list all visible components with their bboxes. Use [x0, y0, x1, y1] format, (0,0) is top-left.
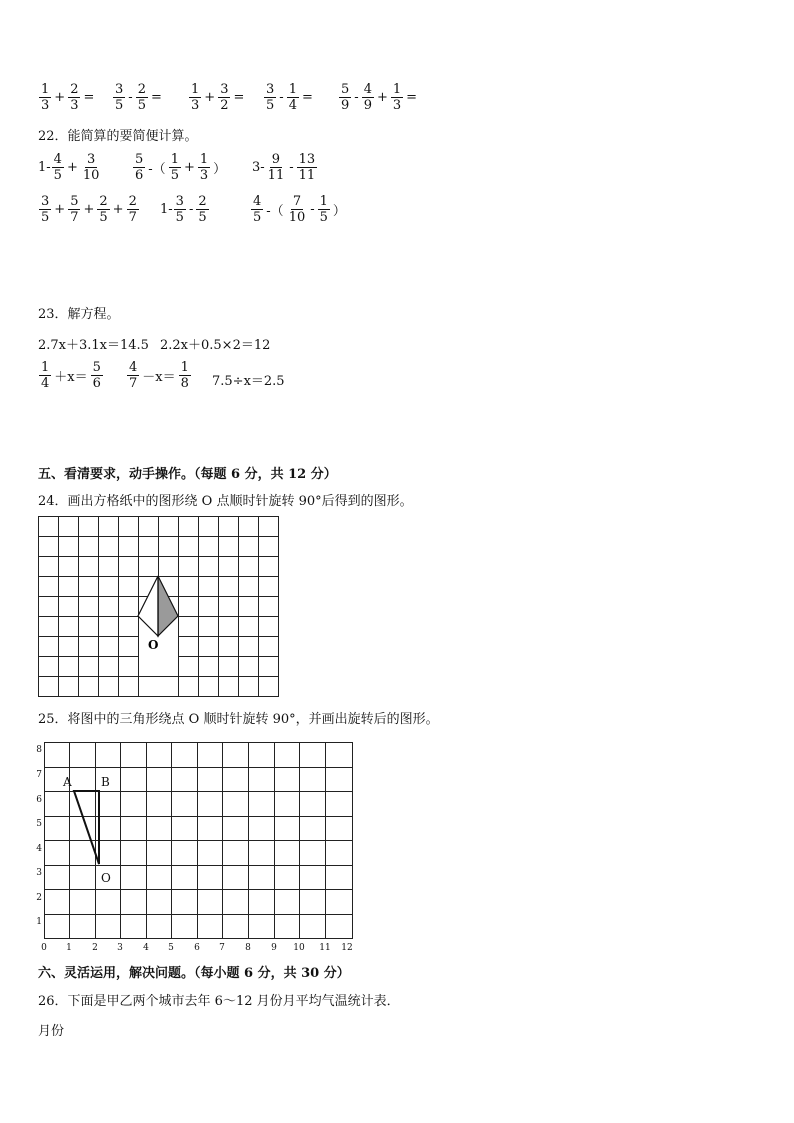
q25-point-b-label: B — [101, 775, 110, 789]
q24-shaded-triangle — [158, 576, 178, 636]
section-5-heading: 五、看清要求，动手操作。（每题 6 分，共 12 分） — [38, 467, 337, 482]
q24-text: 24．画出方格纸中的图形绕 O 点顺时针旋转 90°后得到的图形。 — [38, 494, 413, 509]
q22-expr-1: 1- $\frac{4}{5}$ + $\frac{3}{10}$ — [38, 152, 100, 183]
svg-text:6: 6 — [36, 795, 42, 805]
q22-title: 22．能简算的要简便计算。 — [38, 129, 198, 144]
svg-text:2: 2 — [92, 943, 98, 953]
q24-white-triangle — [138, 576, 158, 636]
fraction: $\frac{2}{3}$ — [70, 82, 79, 113]
q25-y-axis-labels — [36, 745, 42, 927]
q23-equation-1: 2.7x＋3.1x＝14.5 — [38, 338, 149, 353]
q26-text: 26．下面是甲乙两个城市去年 6～12 月份月平均气温统计表． — [38, 994, 400, 1009]
q22-expr-6: $\frac{4}{5}$ -（ $\frac{7}{10}$ - $\frac{1}{5}$ ） — [253, 194, 346, 225]
svg-text:7: 7 — [219, 943, 225, 953]
svg-text:11: 11 — [319, 943, 331, 953]
q22-expr-3: 3- $\frac{9}{11}$ - $\frac{13}{11}$ — [252, 152, 316, 183]
svg-text:6: 6 — [194, 943, 200, 953]
q23-title: 23．解方程。 — [38, 307, 120, 322]
q26-table-header-month: 月份 — [38, 1024, 65, 1039]
q22-expr-5: 1- $\frac{3}{5}$ - $\frac{2}{5}$ — [160, 194, 207, 225]
svg-text:9: 9 — [271, 943, 277, 953]
svg-text:5: 5 — [168, 943, 174, 953]
q23-equation-4: $\frac{4}{7}$ －x＝ $\frac{1}{8}$ — [129, 360, 189, 391]
q24-point-o-label: O — [148, 638, 159, 652]
q21-expr-1: $\frac{1}{3}$ + $\frac{2}{3}$ = — [41, 82, 95, 113]
svg-text:8: 8 — [245, 943, 251, 953]
svg-text:12: 12 — [341, 943, 353, 953]
svg-text:4: 4 — [143, 943, 149, 953]
svg-text:1: 1 — [66, 943, 72, 953]
q25-point-o-label: O — [101, 871, 111, 885]
q22-expr-2: $\frac{5}{6}$ -（ $\frac{1}{5}$ + $\frac{1}{3}$ ） — [135, 152, 227, 183]
svg-text:3: 3 — [117, 943, 123, 953]
svg-text:2: 2 — [36, 893, 42, 903]
q25-grid-figure — [34, 740, 364, 955]
svg-text:5: 5 — [36, 819, 42, 829]
svg-text:7: 7 — [36, 770, 42, 780]
fraction: $\frac{1}{3}$ — [41, 82, 50, 113]
svg-text:10: 10 — [293, 943, 305, 953]
q25-x-axis-labels — [41, 943, 353, 953]
svg-text:0: 0 — [41, 943, 47, 953]
section-6-heading: 六、灵活运用，解决问题。（每小题 6 分，共 30 分） — [38, 966, 350, 981]
q21-expr-3: $\frac{1}{3}$ + $\frac{3}{2}$ = — [191, 82, 245, 113]
q21-expr-2: $\frac{3}{5}$ - $\frac{2}{5}$ = — [115, 82, 162, 113]
q24-grid-figure — [38, 516, 282, 700]
svg-text:3: 3 — [36, 868, 42, 878]
q21-expr-4: $\frac{3}{5}$ - $\frac{1}{4}$ = — [266, 82, 313, 113]
q23-equation-3: $\frac{1}{4}$ ＋x＝ $\frac{5}{6}$ — [41, 360, 101, 391]
q23-equation-2: 2.2x＋0.5×2＝12 — [160, 338, 271, 353]
q22-expr-4: $\frac{3}{5}$ + $\frac{5}{7}$ + $\frac{2}{5}$ + $\frac{2}{7}$ — [41, 194, 137, 225]
q23-equation-5: 7.5÷x＝2.5 — [212, 374, 285, 389]
q25-text: 25．将图中的三角形绕点 O 顺时针旋转 90°，并画出旋转后的图形。 — [38, 712, 439, 727]
svg-text:1: 1 — [36, 917, 42, 927]
q25-point-a-label: A — [63, 775, 72, 789]
svg-text:4: 4 — [36, 844, 42, 854]
q24-kite-shape — [138, 576, 178, 636]
q21-expr-5: $\frac{5}{9}$ - $\frac{4}{9}$ + $\frac{1}{3}$ = — [341, 82, 418, 113]
q24-blank-area — [139, 636, 178, 696]
svg-text:8: 8 — [36, 745, 42, 755]
